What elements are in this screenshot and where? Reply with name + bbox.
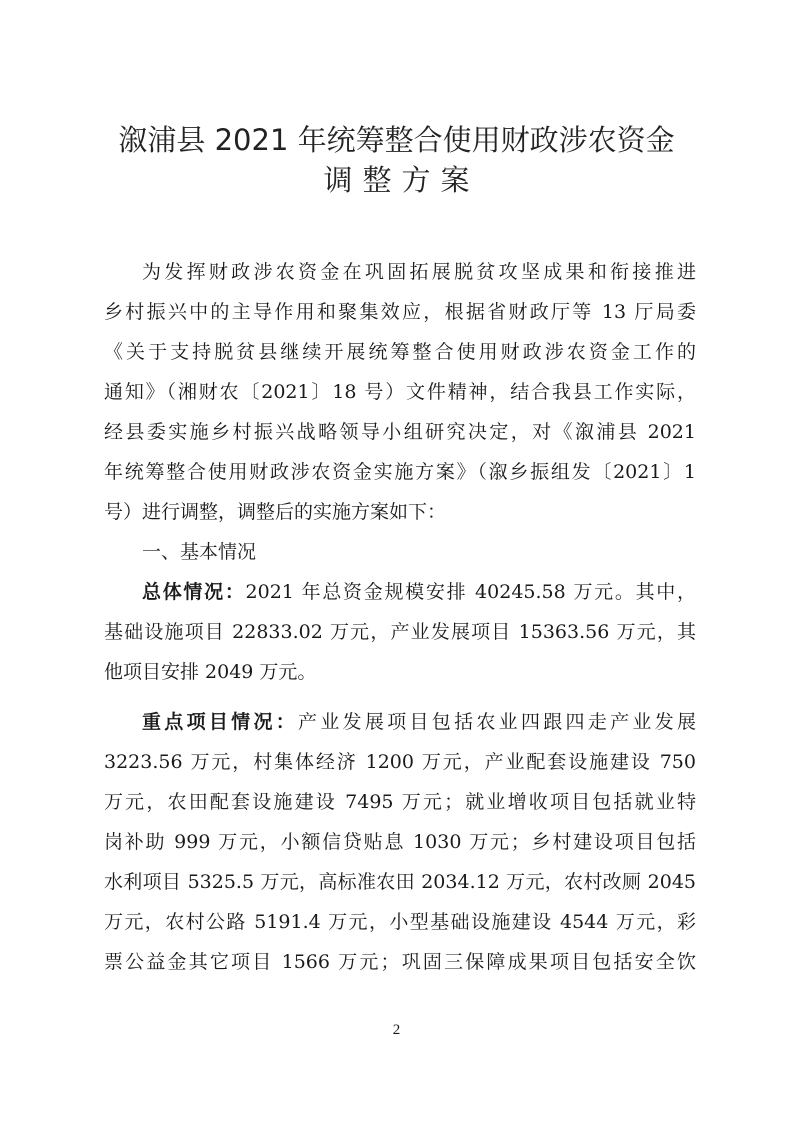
intro-line: 通知》（湘财农〔2021〕18 号）文件精神，结合我县工作实际，: [104, 381, 696, 403]
page-number: 2: [392, 1022, 401, 1038]
section-heading: 一、基本情况: [142, 541, 257, 563]
key-line: 3223.56 万元，村集体经济 1200 万元，产业配套设施建设 750: [104, 751, 696, 773]
document-title-line-1: 溆浦县 2021 年统筹整合使用财政涉农资金: [118, 123, 675, 157]
intro-line: 乡村振兴中的主导作用和聚集效应，根据省财政厅等 13 厅局委: [104, 301, 696, 323]
key-text: 产业发展项目包括农业四跟四走产业发展: [298, 711, 696, 733]
overall-line: 他项目安排 2049 万元。: [104, 661, 317, 683]
key-line: [142, 702, 696, 742]
key-line: 水利项目 5325.5 万元，高标准农田 2034.12 万元，农村改厕 2045: [104, 871, 696, 893]
overall-line: 基础设施项目 22833.02 万元，产业发展项目 15363.56 万元，其: [104, 621, 696, 643]
intro-line: 号）进行调整，调整后的实施方案如下：: [104, 501, 447, 523]
overall-line: [142, 572, 696, 612]
overall-label: 总体情况：: [142, 581, 246, 603]
intro-line: 《关于支持脱贫县继续开展统筹整合使用财政涉农资金工作的: [104, 341, 696, 363]
key-line: 万元，农田配套设施建设 7495 万元；就业增收项目包括就业特: [104, 791, 696, 813]
key-label: 重点项目情况：: [142, 711, 299, 733]
intro-line: 年统筹整合使用财政涉农资金实施方案》（溆乡振组发〔2021〕1: [104, 461, 696, 483]
intro-line: 为发挥财政涉农资金在巩固拓展脱贫攻坚成果和衔接推进: [142, 261, 696, 283]
key-line: 岗补助 999 万元，小额信贷贴息 1030 万元；乡村建设项目包括: [104, 831, 696, 853]
key-line: 票公益金其它项目 1566 万元；巩固三保障成果项目包括安全饮: [104, 951, 696, 973]
key-line: 万元，农村公路 5191.4 万元，小型基础设施建设 4544 万元，彩: [104, 911, 696, 933]
intro-line: 经县委实施乡村振兴战略领导小组研究决定，对《溆浦县 2021: [104, 421, 696, 443]
overall-text: 2021 年总资金规模安排 40245.58 万元。其中，: [245, 581, 696, 603]
document-title-line-2: 调整方案: [323, 163, 480, 197]
